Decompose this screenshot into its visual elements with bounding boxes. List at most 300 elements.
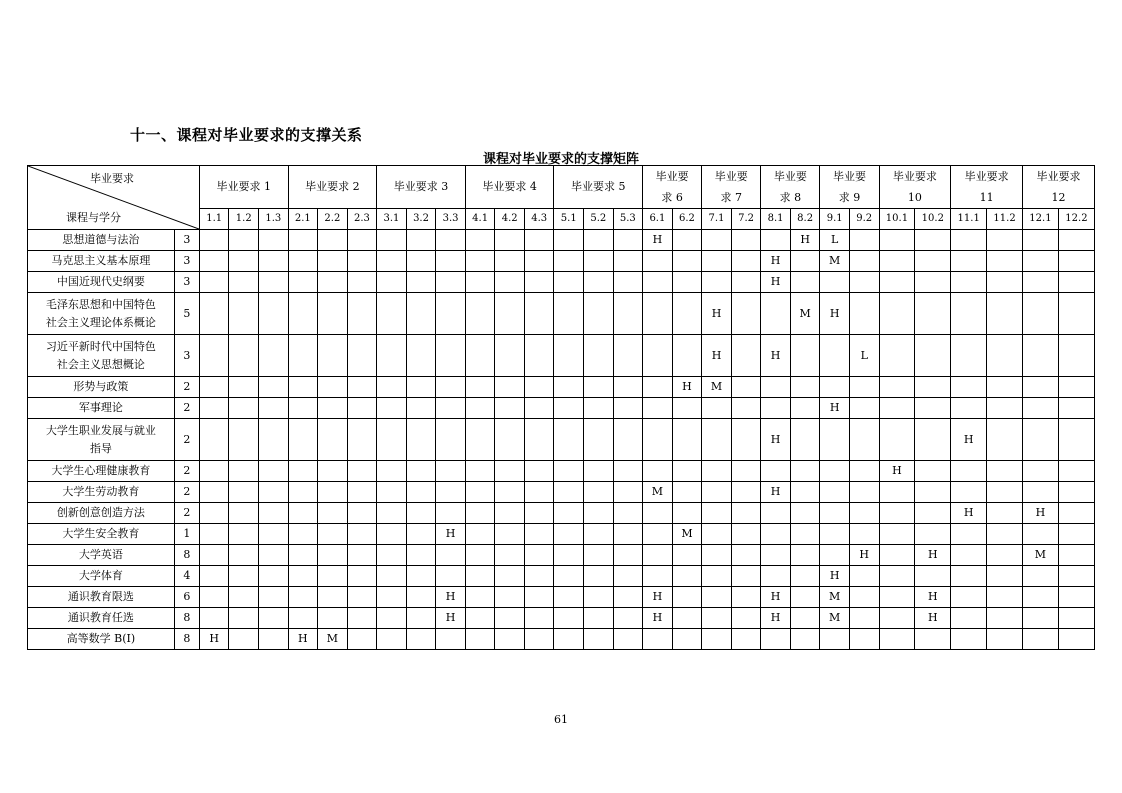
support-cell-2.2: [318, 545, 348, 566]
support-cell-6.2: [672, 545, 702, 566]
course-credit: 2: [174, 377, 199, 398]
support-cell-3.1: [377, 629, 407, 650]
support-cell-4.1: [465, 566, 495, 587]
support-cell-7.1: [702, 461, 732, 482]
support-cell-1.1: [199, 482, 229, 503]
support-cell-3.1: [377, 419, 407, 461]
support-cell-9.2: [849, 230, 879, 251]
support-cell-7.2: [731, 524, 761, 545]
support-cell-4.1: [465, 629, 495, 650]
support-cell-3.3: [436, 503, 466, 524]
support-cell-9.2: [849, 461, 879, 482]
support-cell-7.2: [731, 545, 761, 566]
support-cell-10.2: [915, 482, 951, 503]
support-cell-5.2: [584, 503, 614, 524]
support-cell-5.3: [613, 629, 643, 650]
support-cell-1.3: [259, 587, 289, 608]
support-cell-3.2: [406, 503, 436, 524]
support-cell-2.3: [347, 629, 377, 650]
course-name: 军事理论: [28, 398, 175, 419]
support-cell-4.3: [524, 377, 554, 398]
support-cell-2.3: [347, 503, 377, 524]
sub-requirement-11.2: 11.2: [987, 209, 1023, 230]
support-cell-10.1: [879, 398, 915, 419]
support-cell-5.3: [613, 377, 643, 398]
support-cell-9.1: [820, 335, 850, 377]
support-cell-8.1: [761, 293, 791, 335]
support-cell-6.2: [672, 335, 702, 377]
support-cell-12.1: [1023, 335, 1059, 377]
support-cell-2.3: [347, 272, 377, 293]
support-cell-10.2: [915, 251, 951, 272]
support-cell-11.1: [951, 524, 987, 545]
support-cell-8.2: H: [790, 230, 820, 251]
support-cell-3.1: [377, 461, 407, 482]
course-name: 毛泽东思想和中国特色 社会主义理论体系概论: [28, 293, 175, 335]
support-cell-4.2: [495, 419, 525, 461]
sub-requirement-6.1: 6.1: [643, 209, 673, 230]
support-cell-6.2: [672, 419, 702, 461]
support-cell-1.2: [229, 230, 259, 251]
sub-requirement-8.1: 8.1: [761, 209, 791, 230]
support-cell-11.2: [987, 419, 1023, 461]
support-cell-2.2: [318, 293, 348, 335]
support-cell-4.2: [495, 503, 525, 524]
course-name: 思想道德与法治: [28, 230, 175, 251]
support-cell-4.3: [524, 524, 554, 545]
requirement-header-10: 毕业要求 10: [879, 166, 951, 209]
support-cell-1.1: [199, 293, 229, 335]
support-cell-10.2: [915, 503, 951, 524]
support-cell-3.3: [436, 629, 466, 650]
support-cell-11.2: [987, 482, 1023, 503]
support-cell-10.1: [879, 230, 915, 251]
support-cell-3.3: [436, 566, 466, 587]
support-cell-11.1: [951, 545, 987, 566]
support-cell-10.2: [915, 335, 951, 377]
support-cell-11.2: [987, 608, 1023, 629]
support-cell-2.3: [347, 524, 377, 545]
support-cell-10.2: [915, 377, 951, 398]
support-cell-5.3: [613, 251, 643, 272]
support-cell-5.3: [613, 503, 643, 524]
course-name: 高等数学 B(I): [28, 629, 175, 650]
support-cell-6.2: [672, 608, 702, 629]
support-cell-5.1: [554, 629, 584, 650]
support-cell-11.1: [951, 587, 987, 608]
support-cell-2.3: [347, 293, 377, 335]
table-row: [28, 335, 1095, 377]
support-cell-9.1: [820, 629, 850, 650]
support-cell-8.2: [790, 335, 820, 377]
support-cell-2.2: [318, 230, 348, 251]
support-cell-3.3: [436, 482, 466, 503]
support-cell-4.3: [524, 293, 554, 335]
support-cell-7.2: [731, 335, 761, 377]
course-credit: 4: [174, 566, 199, 587]
support-cell-5.3: [613, 335, 643, 377]
course-credit: 8: [174, 608, 199, 629]
support-cell-11.1: H: [951, 419, 987, 461]
support-cell-12.2: [1058, 293, 1094, 335]
support-cell-5.1: [554, 545, 584, 566]
support-cell-6.1: [643, 398, 673, 419]
support-cell-7.1: [702, 272, 732, 293]
support-cell-6.1: H: [643, 230, 673, 251]
header-diagonal-cell: [28, 166, 200, 230]
support-cell-12.2: [1058, 398, 1094, 419]
table-row: [28, 545, 1095, 566]
support-cell-5.1: [554, 251, 584, 272]
sub-requirement-9.1: 9.1: [820, 209, 850, 230]
sub-requirement-9.2: 9.2: [849, 209, 879, 230]
requirement-header-9: 毕业要 求 9: [820, 166, 879, 209]
support-cell-5.2: [584, 524, 614, 545]
support-cell-5.1: [554, 461, 584, 482]
support-cell-12.2: [1058, 566, 1094, 587]
support-cell-10.2: H: [915, 545, 951, 566]
support-cell-12.1: [1023, 419, 1059, 461]
support-cell-9.2: [849, 293, 879, 335]
support-cell-5.1: [554, 230, 584, 251]
support-cell-3.1: [377, 230, 407, 251]
support-cell-2.1: [288, 335, 318, 377]
support-cell-6.1: [643, 251, 673, 272]
support-cell-10.2: [915, 524, 951, 545]
support-cell-3.1: [377, 272, 407, 293]
support-cell-9.1: [820, 503, 850, 524]
course-credit: 2: [174, 461, 199, 482]
support-cell-4.3: [524, 545, 554, 566]
support-cell-12.1: [1023, 524, 1059, 545]
support-cell-2.1: [288, 566, 318, 587]
support-cell-7.2: [731, 293, 761, 335]
support-cell-5.1: [554, 524, 584, 545]
support-cell-8.2: [790, 398, 820, 419]
support-cell-9.1: [820, 272, 850, 293]
table-row: [28, 419, 1095, 461]
support-cell-12.1: [1023, 272, 1059, 293]
support-cell-2.2: [318, 377, 348, 398]
support-cell-7.1: [702, 503, 732, 524]
support-cell-2.1: [288, 524, 318, 545]
support-cell-1.2: [229, 503, 259, 524]
support-cell-3.2: [406, 629, 436, 650]
support-cell-4.3: [524, 482, 554, 503]
support-cell-11.1: [951, 335, 987, 377]
support-cell-6.2: [672, 587, 702, 608]
support-cell-6.1: [643, 272, 673, 293]
sub-requirement-12.2: 12.2: [1058, 209, 1094, 230]
support-cell-7.1: [702, 251, 732, 272]
support-cell-2.1: [288, 398, 318, 419]
course-name: 大学体育: [28, 566, 175, 587]
support-cell-7.2: [731, 230, 761, 251]
course-credit: 3: [174, 335, 199, 377]
support-cell-3.3: H: [436, 587, 466, 608]
support-cell-12.2: [1058, 419, 1094, 461]
support-cell-11.2: [987, 524, 1023, 545]
diag-label-requirements: 毕业要求: [90, 172, 134, 185]
support-cell-3.1: [377, 524, 407, 545]
support-cell-10.2: [915, 419, 951, 461]
support-cell-5.3: [613, 293, 643, 335]
support-cell-6.2: M: [672, 524, 702, 545]
course-credit: 8: [174, 545, 199, 566]
support-cell-5.2: [584, 293, 614, 335]
table-row: [28, 482, 1095, 503]
support-cell-1.2: [229, 251, 259, 272]
support-cell-7.2: [731, 251, 761, 272]
support-cell-5.1: [554, 608, 584, 629]
sub-requirement-2.2: 2.2: [318, 209, 348, 230]
support-cell-9.1: M: [820, 587, 850, 608]
support-cell-2.1: [288, 461, 318, 482]
support-cell-3.2: [406, 335, 436, 377]
support-cell-2.2: [318, 251, 348, 272]
support-cell-5.1: [554, 419, 584, 461]
support-cell-10.2: [915, 566, 951, 587]
support-cell-11.1: [951, 230, 987, 251]
support-cell-10.2: H: [915, 587, 951, 608]
support-cell-10.1: [879, 419, 915, 461]
support-cell-11.1: [951, 272, 987, 293]
support-cell-1.2: [229, 398, 259, 419]
support-cell-8.1: H: [761, 608, 791, 629]
support-cell-11.1: [951, 377, 987, 398]
support-cell-11.2: [987, 377, 1023, 398]
course-credit: 2: [174, 398, 199, 419]
support-cell-5.2: [584, 608, 614, 629]
support-cell-4.1: [465, 272, 495, 293]
support-cell-1.3: [259, 524, 289, 545]
support-cell-1.3: [259, 272, 289, 293]
support-cell-8.2: [790, 482, 820, 503]
support-cell-3.2: [406, 272, 436, 293]
support-cell-5.3: [613, 524, 643, 545]
support-cell-6.1: [643, 629, 673, 650]
support-cell-1.1: [199, 545, 229, 566]
support-cell-7.2: [731, 377, 761, 398]
support-cell-1.1: [199, 503, 229, 524]
support-cell-3.2: [406, 566, 436, 587]
support-cell-3.3: [436, 377, 466, 398]
support-cell-7.2: [731, 503, 761, 524]
table-row: [28, 587, 1095, 608]
support-cell-8.1: [761, 230, 791, 251]
support-cell-4.1: [465, 503, 495, 524]
table-row: [28, 377, 1095, 398]
support-cell-7.1: [702, 482, 732, 503]
support-cell-8.2: [790, 419, 820, 461]
support-cell-4.3: [524, 608, 554, 629]
support-cell-6.2: [672, 503, 702, 524]
support-cell-4.1: [465, 230, 495, 251]
support-cell-3.1: [377, 608, 407, 629]
support-cell-8.2: [790, 524, 820, 545]
support-cell-9.1: H: [820, 566, 850, 587]
support-cell-4.2: [495, 587, 525, 608]
support-cell-10.1: [879, 566, 915, 587]
support-cell-3.3: [436, 545, 466, 566]
support-cell-8.2: [790, 545, 820, 566]
support-cell-2.3: [347, 377, 377, 398]
support-cell-1.2: [229, 608, 259, 629]
support-cell-10.2: [915, 629, 951, 650]
support-cell-7.2: [731, 587, 761, 608]
support-cell-3.1: [377, 482, 407, 503]
support-cell-4.3: [524, 461, 554, 482]
support-cell-10.1: [879, 335, 915, 377]
support-cell-6.2: [672, 251, 702, 272]
support-cell-1.2: [229, 566, 259, 587]
support-cell-3.2: [406, 608, 436, 629]
support-cell-10.1: [879, 377, 915, 398]
support-cell-10.1: [879, 251, 915, 272]
support-cell-5.3: [613, 461, 643, 482]
support-cell-7.2: [731, 419, 761, 461]
support-cell-12.1: [1023, 461, 1059, 482]
support-cell-4.2: [495, 608, 525, 629]
support-cell-9.2: [849, 398, 879, 419]
support-cell-1.1: [199, 566, 229, 587]
support-cell-9.2: [849, 419, 879, 461]
support-cell-2.1: H: [288, 629, 318, 650]
support-cell-4.2: [495, 251, 525, 272]
support-cell-2.1: [288, 230, 318, 251]
support-cell-11.1: [951, 482, 987, 503]
support-cell-11.2: [987, 566, 1023, 587]
support-cell-9.1: [820, 419, 850, 461]
support-cell-1.2: [229, 461, 259, 482]
support-cell-1.3: [259, 398, 289, 419]
support-cell-9.2: [849, 608, 879, 629]
support-cell-4.2: [495, 293, 525, 335]
support-cell-1.1: [199, 377, 229, 398]
support-cell-2.2: [318, 524, 348, 545]
support-cell-11.2: [987, 503, 1023, 524]
course-name: 习近平新时代中国特色 社会主义思想概论: [28, 335, 175, 377]
support-cell-5.3: [613, 587, 643, 608]
support-cell-9.1: [820, 482, 850, 503]
support-cell-4.3: [524, 629, 554, 650]
support-cell-12.1: H: [1023, 503, 1059, 524]
support-cell-1.2: [229, 419, 259, 461]
sub-requirement-4.1: 4.1: [465, 209, 495, 230]
support-cell-3.3: [436, 419, 466, 461]
support-cell-4.1: [465, 461, 495, 482]
support-cell-7.2: [731, 608, 761, 629]
support-cell-1.1: [199, 335, 229, 377]
course-name: 大学生劳动教育: [28, 482, 175, 503]
support-cell-3.3: [436, 230, 466, 251]
support-cell-12.2: [1058, 587, 1094, 608]
support-cell-4.3: [524, 566, 554, 587]
support-cell-9.1: M: [820, 608, 850, 629]
support-cell-1.2: [229, 587, 259, 608]
table-row: [28, 230, 1095, 251]
support-cell-4.3: [524, 587, 554, 608]
support-cell-4.2: [495, 545, 525, 566]
support-cell-7.2: [731, 482, 761, 503]
support-cell-6.2: [672, 272, 702, 293]
support-cell-3.1: [377, 587, 407, 608]
support-cell-5.3: [613, 566, 643, 587]
support-cell-1.3: [259, 566, 289, 587]
support-cell-2.1: [288, 608, 318, 629]
support-cell-6.1: [643, 293, 673, 335]
support-cell-3.2: [406, 419, 436, 461]
support-cell-1.2: [229, 629, 259, 650]
support-cell-3.1: [377, 566, 407, 587]
support-cell-4.1: [465, 377, 495, 398]
support-cell-1.1: [199, 419, 229, 461]
support-cell-12.2: [1058, 629, 1094, 650]
support-cell-4.1: [465, 419, 495, 461]
support-cell-1.1: [199, 272, 229, 293]
support-cell-11.2: [987, 398, 1023, 419]
support-cell-3.1: [377, 545, 407, 566]
support-cell-7.1: [702, 230, 732, 251]
support-cell-11.2: [987, 587, 1023, 608]
support-cell-3.3: [436, 461, 466, 482]
support-cell-2.1: [288, 419, 318, 461]
support-cell-11.2: [987, 545, 1023, 566]
support-cell-4.2: [495, 335, 525, 377]
support-cell-5.2: [584, 587, 614, 608]
support-cell-10.2: [915, 272, 951, 293]
support-cell-2.2: [318, 419, 348, 461]
support-cell-9.1: H: [820, 398, 850, 419]
support-cell-6.1: M: [643, 482, 673, 503]
course-credit: 5: [174, 293, 199, 335]
support-cell-10.1: [879, 293, 915, 335]
support-cell-6.1: H: [643, 587, 673, 608]
sub-requirement-4.3: 4.3: [524, 209, 554, 230]
requirement-header-4: 毕业要求 4: [465, 166, 554, 209]
support-cell-4.2: [495, 461, 525, 482]
support-cell-10.1: [879, 482, 915, 503]
course-credit: 2: [174, 503, 199, 524]
support-cell-6.1: [643, 524, 673, 545]
support-cell-2.1: [288, 545, 318, 566]
support-cell-3.3: [436, 293, 466, 335]
support-cell-2.1: [288, 377, 318, 398]
support-cell-5.2: [584, 482, 614, 503]
support-cell-4.1: [465, 293, 495, 335]
support-cell-2.1: [288, 482, 318, 503]
support-cell-6.1: [643, 419, 673, 461]
support-cell-3.1: [377, 398, 407, 419]
support-cell-12.2: [1058, 524, 1094, 545]
support-cell-5.2: [584, 461, 614, 482]
table-row: [28, 398, 1095, 419]
support-cell-12.1: [1023, 629, 1059, 650]
requirement-header-7: 毕业要 求 7: [702, 166, 761, 209]
table-row: [28, 251, 1095, 272]
support-cell-3.1: [377, 335, 407, 377]
support-cell-9.1: M: [820, 251, 850, 272]
sub-requirement-10.1: 10.1: [879, 209, 915, 230]
support-cell-8.1: [761, 398, 791, 419]
support-cell-8.2: [790, 566, 820, 587]
support-cell-3.2: [406, 377, 436, 398]
support-cell-7.2: [731, 398, 761, 419]
support-cell-7.1: [702, 608, 732, 629]
support-cell-2.3: [347, 461, 377, 482]
support-cell-12.2: [1058, 461, 1094, 482]
support-cell-1.1: H: [199, 629, 229, 650]
